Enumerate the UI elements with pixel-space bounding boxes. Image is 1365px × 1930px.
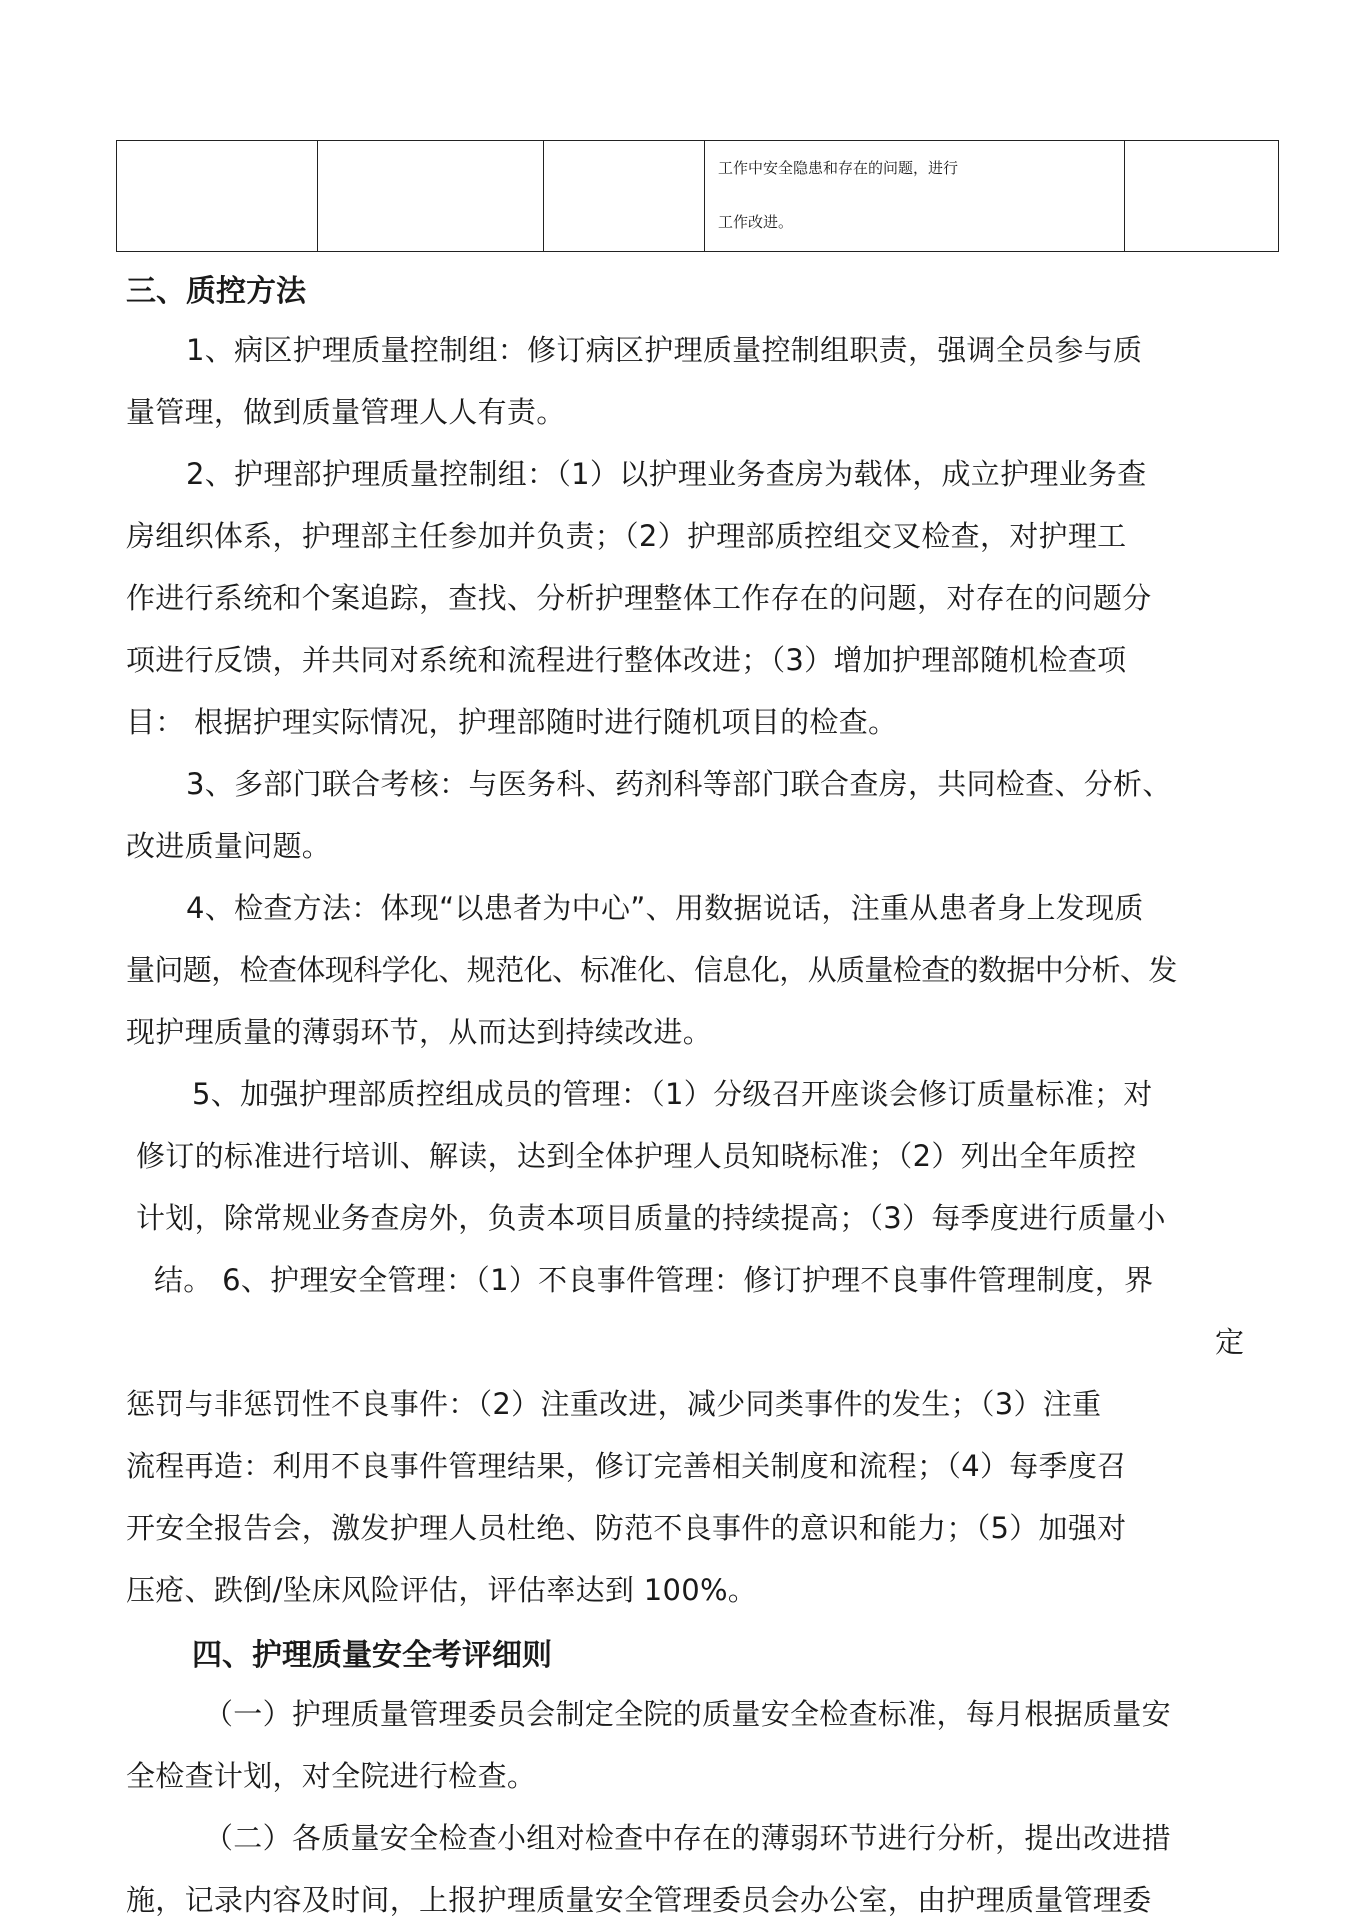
table-fragment <box>116 140 1279 252</box>
paragraph-line: 目： 根据护理实际情况，护理部随时进行随机项目的检查。 <box>126 705 898 739</box>
section-heading: 三、质控方法 <box>126 274 306 309</box>
paragraph-line: 作进行系统和个案追踪，查找、分析护理整体工作存在的问题，对存在的问题分 <box>126 581 1152 615</box>
paragraph-line: 1、病区护理质量控制组：修订病区护理质量控制组职责，强调全员参与质 <box>186 333 1143 367</box>
paragraph-line: 5、加强护理部质控组成员的管理：（1）分级召开座谈会修订质量标准；对 <box>192 1077 1153 1111</box>
paragraph-line: 量问题，检查体现科学化、规范化、标准化、信息化，从质量检查的数据中分析、发 <box>126 953 1177 987</box>
paragraph-line: 改进质量问题。 <box>126 829 332 863</box>
paragraph-line: 开安全报告会，激发护理人员杜绝、防范不良事件的意识和能力；（5）加强对 <box>126 1511 1127 1545</box>
table-cell <box>318 141 544 252</box>
paragraph-line: 结。 6、护理安全管理：（1）不良事件管理：修订护理不良事件管理制度，界 <box>154 1263 1154 1297</box>
table-cell <box>1125 141 1279 252</box>
paragraph-line: 房组织体系，护理部主任参加并负责；（2）护理部质控组交叉检查，对护理工 <box>126 519 1127 553</box>
paragraph-line: 2、护理部护理质量控制组：（1）以护理业务查房为载体，成立护理业务查 <box>186 457 1147 491</box>
table-cell <box>544 141 705 252</box>
table-cell-text-line: 工作中安全隐患和存在的问题，进行 <box>718 159 959 177</box>
section-heading: 四、护理质量安全考评细则 <box>192 1638 552 1673</box>
paragraph-line: 修订的标准进行培训、解读，达到全体护理人员知晓标准；（2）列出全年质控 <box>136 1139 1137 1173</box>
paragraph-line: 全检查计划，对全院进行检查。 <box>126 1759 537 1793</box>
paragraph-line: 定 <box>1215 1325 1245 1359</box>
paragraph-line: 计划，除常规业务查房外，负责本项目质量的持续提高；（3）每季度进行质量小 <box>136 1201 1166 1235</box>
paragraph-line: 流程再造：利用不良事件管理结果，修订完善相关制度和流程；（4）每季度召 <box>126 1449 1127 1483</box>
paragraph-line: 压疮、跌倒/坠床风险评估，评估率达到 100%。 <box>126 1573 758 1607</box>
paragraph-line: 现护理质量的薄弱环节，从而达到持续改进。 <box>126 1015 713 1049</box>
paragraph-line: 4、检查方法：体现“以患者为中心”、用数据说话，注重从患者身上发现质 <box>186 891 1144 925</box>
table-cell <box>705 141 1125 252</box>
paragraph-line: 惩罚与非惩罚性不良事件：（2）注重改进，减少同类事件的发生；（3）注重 <box>126 1387 1102 1421</box>
paragraph-line: 量管理，做到质量管理人人有责。 <box>126 395 566 429</box>
table-cell <box>117 141 318 252</box>
paragraph-line: 3、多部门联合考核：与医务科、药剂科等部门联合查房，共同检查、分析、 <box>186 767 1172 801</box>
paragraph-line: 施，记录内容及时间，上报护理质量安全管理委员会办公室，由护理质量管理委 <box>126 1883 1152 1917</box>
paragraph-line: 项进行反馈，并共同对系统和流程进行整体改进；（3）增加护理部随机检查项 <box>126 643 1127 677</box>
paragraph-line: （二）各质量安全检查小组对检查中存在的薄弱环节进行分析，提出改进措 <box>204 1821 1171 1855</box>
table-cell-text-line: 工作改进。 <box>718 213 794 231</box>
paragraph-line: （一）护理质量管理委员会制定全院的质量安全检查标准，每月根据质量安 <box>204 1697 1171 1731</box>
